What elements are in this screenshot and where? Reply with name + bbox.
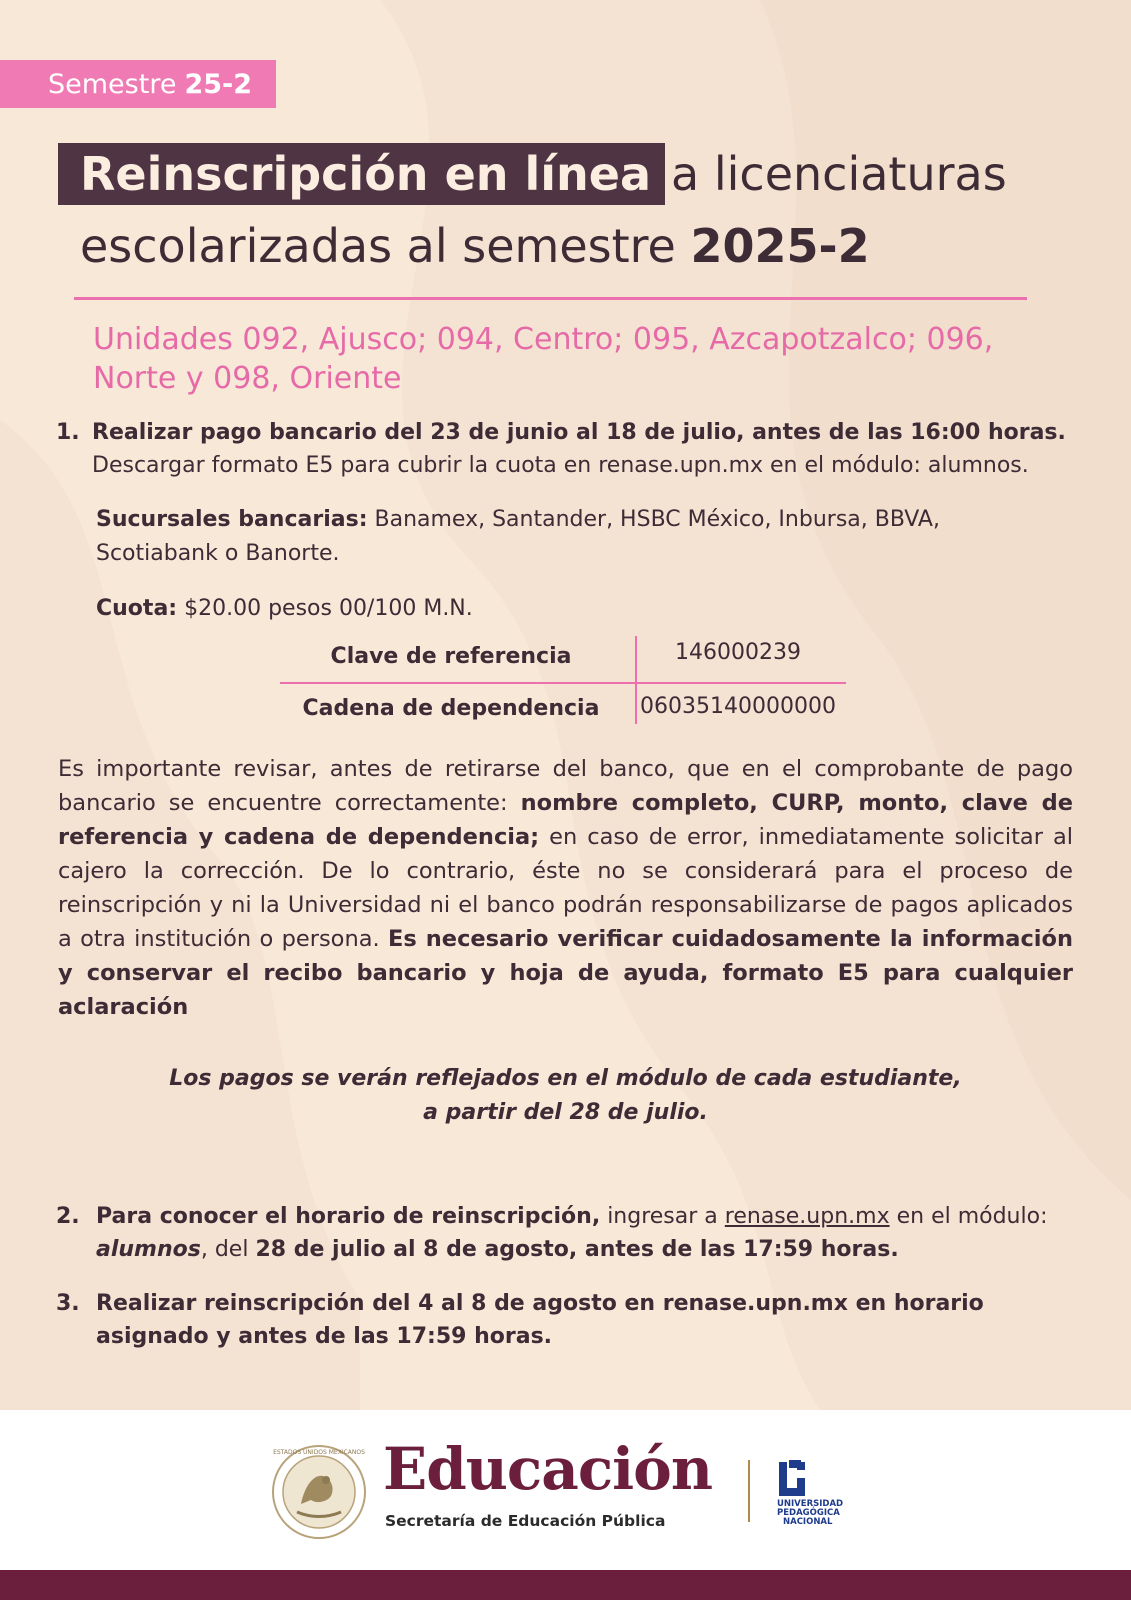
banks-label: Sucursales bancarias: [96, 507, 368, 532]
banks-block [96, 503, 1046, 571]
step-1 [56, 416, 1086, 482]
step-2-italic: alumnos [96, 1237, 201, 1262]
step-2-number: 2. [56, 1204, 80, 1229]
step-2-bold-2: 28 de julio al 8 de agosto, antes de las 17:59 horas. [255, 1237, 899, 1262]
title-line2-prefix: escolarizadas al semestre [80, 219, 676, 273]
semester-tag-prefix: Semestre [48, 68, 177, 100]
renase-link[interactable]: renase.upn.mx [724, 1204, 890, 1229]
upn-line-2: PEDAGÓGICA [777, 1508, 840, 1518]
title-highlight: Reinscripción en línea [58, 143, 665, 205]
dependency-label: Cadena de dependencia [302, 696, 600, 721]
page-title [58, 138, 1068, 282]
title-line2 [58, 210, 1068, 282]
notice-bold-2: Es necesario verificar cuidadosamente la información y conservar el recibo bancario y hoja de ayuda, formato E5 para cualquier aclaración [58, 926, 1073, 1020]
step-1-heading: Realizar pago bancario del 23 de junio al 18 de julio, antes de las 16:00 horas. [92, 420, 1066, 445]
step-2 [56, 1200, 1056, 1266]
upn-logo-icon [775, 1458, 865, 1530]
seal-text: ESTADOS UNIDOS MEXICANOS [273, 1449, 365, 1456]
dependency-row [280, 696, 846, 736]
reference-value: 146000239 [675, 640, 801, 665]
reference-table [280, 640, 846, 726]
upn-line-1: UNIVERSIDAD [777, 1499, 844, 1509]
step-1-text: Descargar formato E5 para cubrir la cuota en renase.upn.mx en el módulo: alumnos. [92, 453, 1029, 478]
payments-note [58, 1062, 1073, 1130]
payments-note-line2: a partir del 28 de julio. [423, 1100, 708, 1125]
semester-tag [0, 60, 276, 108]
educacion-brand: Educación [383, 1435, 713, 1503]
payments-note-line1: Los pagos se verán reflejados en el módulo de cada estudiante, [169, 1066, 962, 1091]
fee-block [96, 592, 1046, 626]
footer-divider [748, 1460, 750, 1522]
footer [0, 1410, 1131, 1570]
fee-text: $20.00 pesos 00/100 M.N. [184, 596, 473, 621]
step-3-number: 3. [56, 1291, 80, 1316]
mexico-seal-icon [271, 1444, 367, 1540]
notice-paragraph [58, 752, 1073, 1024]
step-2-text-1: ingresar a [607, 1204, 718, 1229]
notice-bold-1: nombre completo, CURP, monto, clave de referencia y cadena de dependencia; [58, 790, 1073, 850]
title-divider [74, 297, 1027, 300]
reference-label: Clave de referencia [330, 644, 572, 669]
semester-tag-value: 25-2 [184, 68, 253, 100]
step-3 [56, 1287, 1016, 1353]
step-2-text-2: en el módulo: [896, 1204, 1048, 1229]
step-2-text-3: , del [200, 1237, 249, 1262]
sep-subtitle: Secretaría de Educación Pública [385, 1512, 666, 1530]
step-2-bold-1: Para conocer el horario de reinscripción, [96, 1204, 601, 1229]
title-rest: a licenciaturas [671, 147, 1007, 201]
units-subtitle: Unidades 092, Ajusco; 094, Centro; 095, Azcapotzalco; 096, Norte y 098, Oriente [93, 322, 994, 396]
reference-row [280, 640, 846, 684]
upn-line-3: NACIONAL [783, 1517, 833, 1527]
step-3-text: Realizar reinscripción del 4 al 8 de agosto en renase.upn.mx en horario asignado y antes de las 17:59 horas. [96, 1291, 984, 1349]
step-1-number: 1. [56, 420, 80, 445]
fee-label: Cuota: [96, 596, 178, 621]
title-semester: 2025-2 [690, 219, 870, 273]
notice-text-2: en caso de error, inmediatamente solicitar al cajero la corrección. De lo contrario, éste no se considerará para el proceso de reinscripción y ni la Universidad ni el banco podrán responsabilizarse de pagos aplicados a otra institución o persona. [58, 824, 1073, 952]
footer-bar [0, 1570, 1131, 1600]
dependency-value: 06035140000000 [640, 694, 836, 719]
notice-text-1: Es importante revisar, antes de retirarse del banco, que en el comprobante de pago bancario se encuentre correctamente: [58, 756, 1073, 816]
banks-text: Banamex, Santander, HSBC México, Inbursa, BBVA, Scotiabank o Banorte. [96, 507, 940, 566]
reference-table-hline [280, 682, 846, 684]
